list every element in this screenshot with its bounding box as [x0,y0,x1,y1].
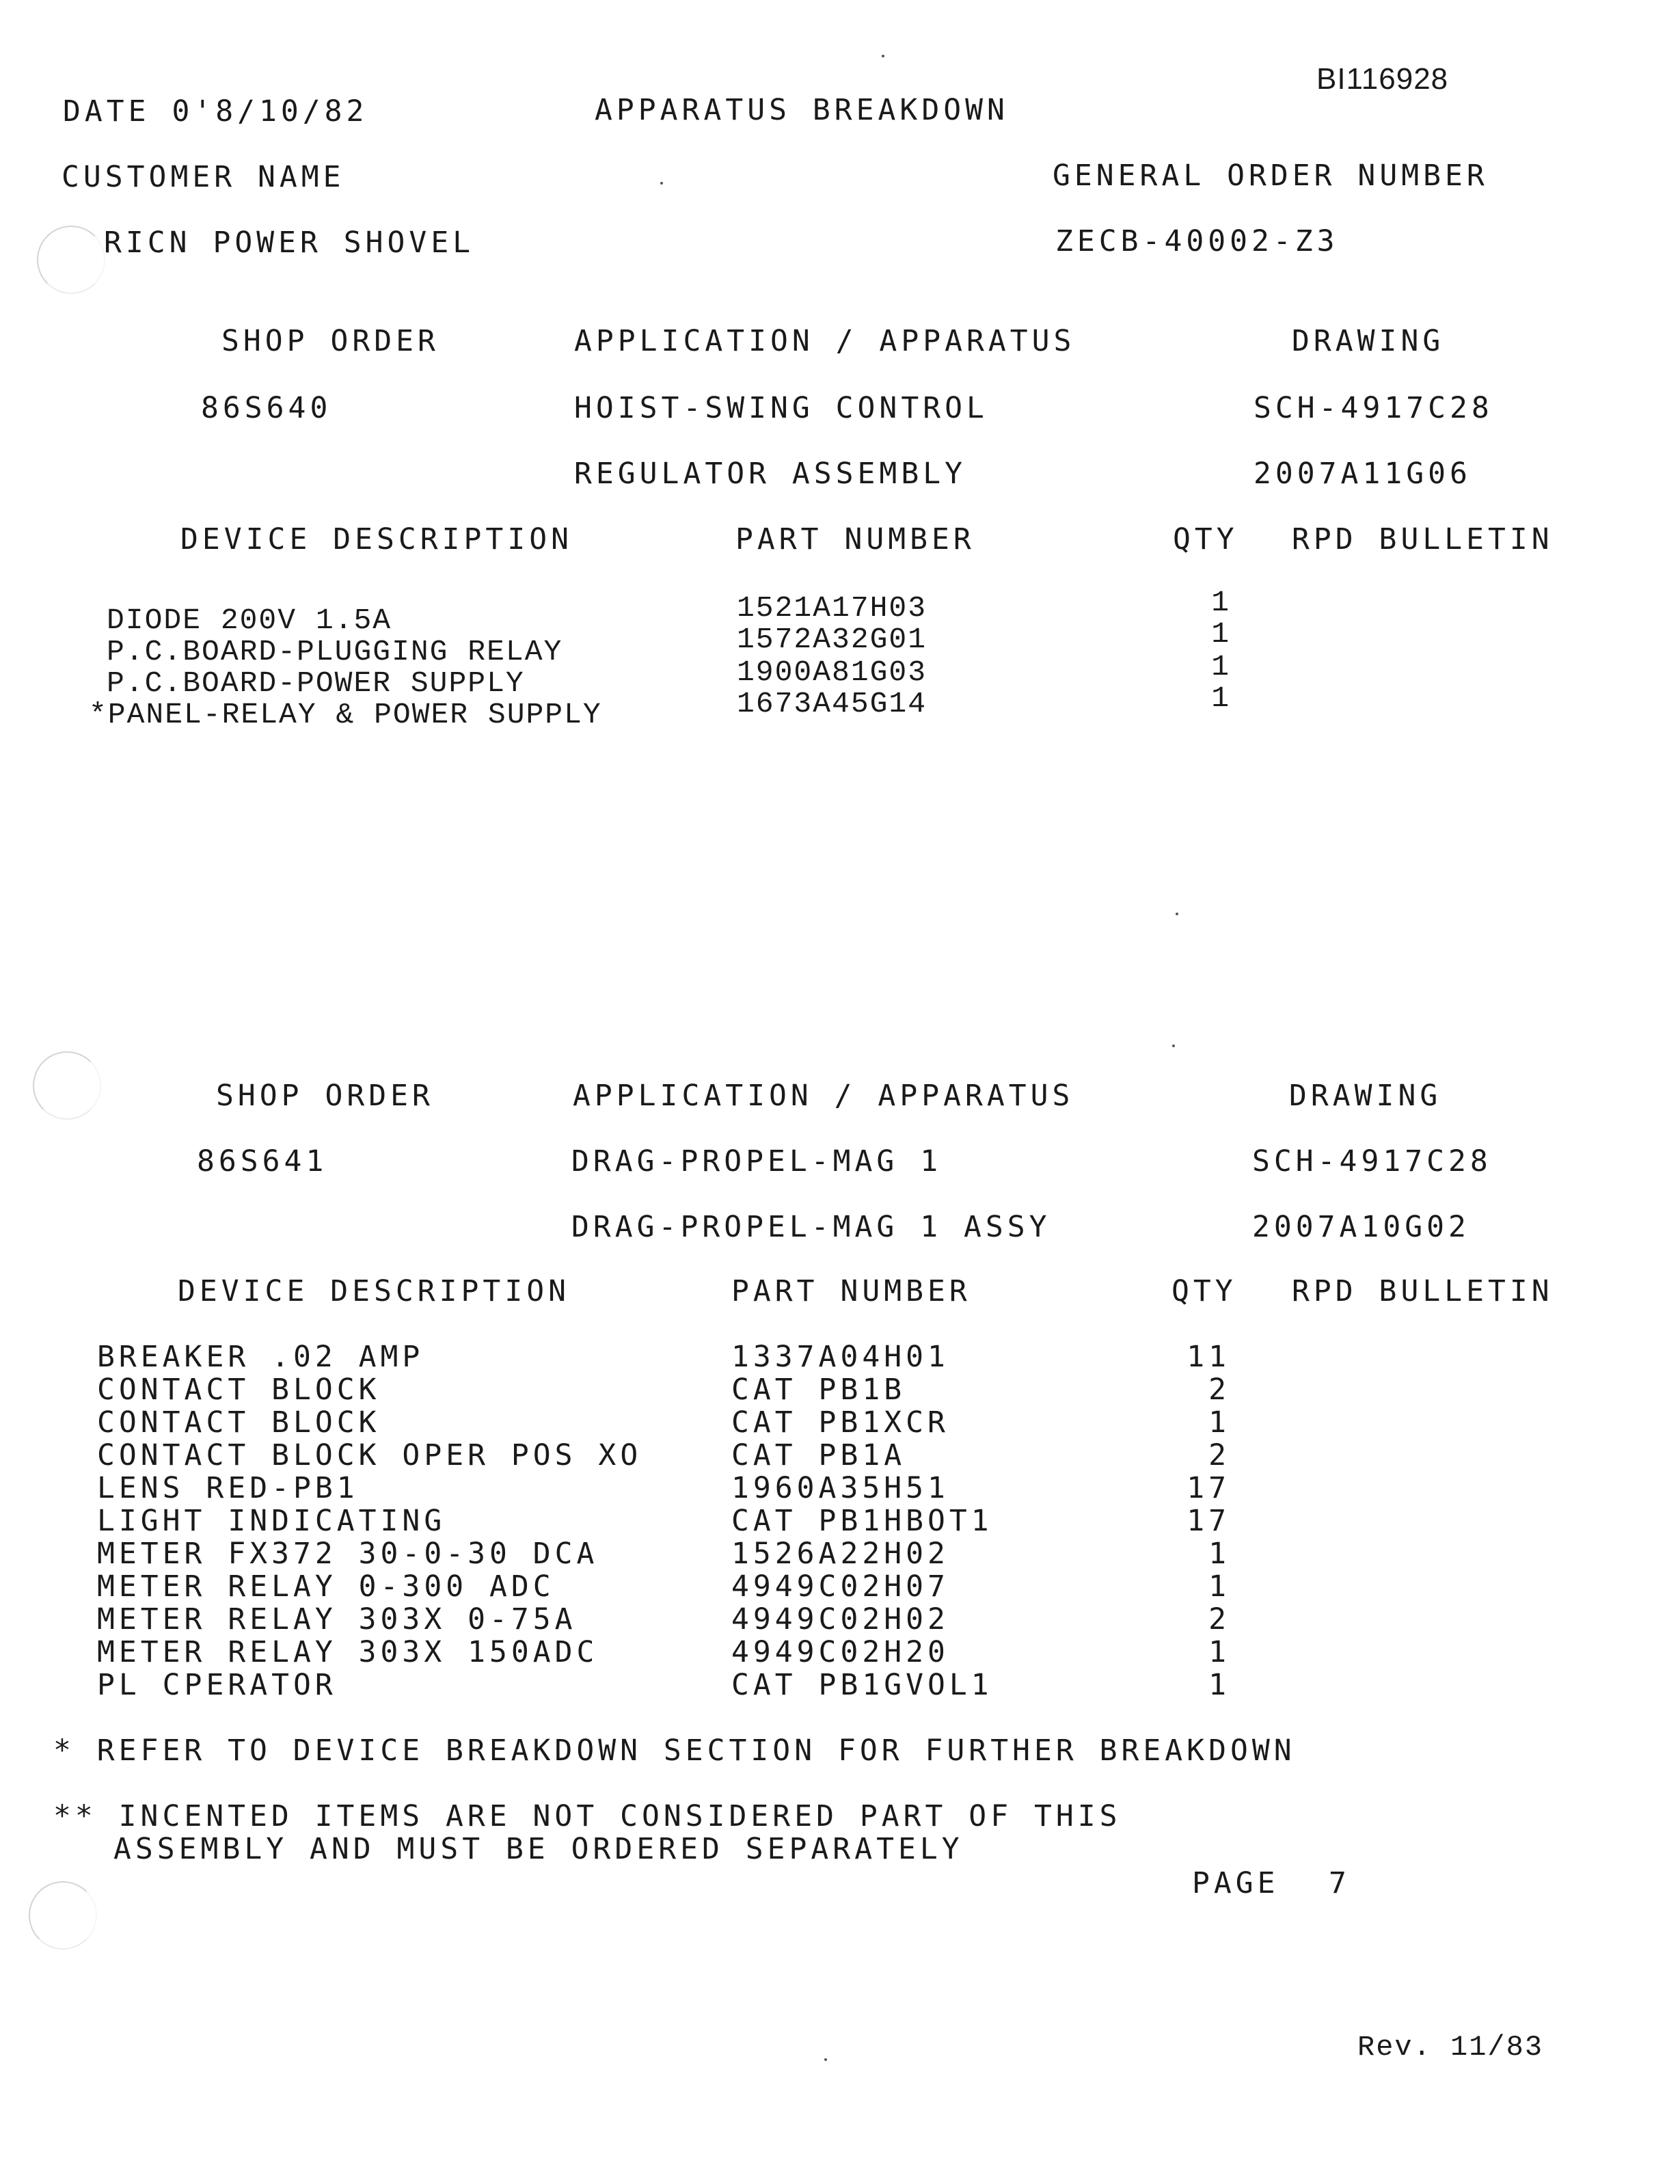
device-description: METER RELAY 303X 150ADC [97,1635,599,1669]
quantity: 1 [1208,1668,1230,1702]
part-number: 1521A17H03 [737,591,927,625]
shop-order-header: SHOP ORDER [216,1079,434,1113]
part-number: 1526A22H02 [731,1537,949,1571]
page-number: 7 [1329,1866,1351,1900]
shop-order-number: 86S640 [201,391,332,425]
device-description: P.C.BOARD-POWER SUPPLY [107,666,525,700]
device-description: CONTACT BLOCK OPER POS XO [97,1438,642,1472]
scan-speck [882,55,884,57]
part-number: CAT PB1XCR [731,1405,949,1440]
scan-speck [1176,913,1178,915]
device-description: METER RELAY 0-300 ADC [97,1569,555,1604]
application-name: HOIST-SWING CONTROL [574,391,988,425]
device-description: METER RELAY 303X 0-75A [97,1602,577,1636]
device-description: LENS RED-PB1 [97,1471,359,1505]
general-order-number: ZECB-40002-Z3 [1055,224,1339,258]
customer-name: RICN POWER SHOVEL [104,226,475,260]
quantity: 1 [1208,1537,1230,1571]
application-header: APPLICATION / APPARATUS [573,1079,1074,1113]
shop-order-number: 86S641 [197,1144,328,1178]
device-description: CONTACT BLOCK [97,1373,381,1407]
part-number: 1900A81G03 [737,656,927,689]
part-number: CAT PB1A [731,1438,906,1472]
drawing-header: DRAWING [1292,324,1445,358]
punch-hole-middle [33,1051,101,1120]
device-description: METER FX372 30-0-30 DCA [97,1537,599,1571]
rpd-bulletin-header: RPD BULLETIN [1292,1274,1554,1308]
quantity: 1 [1211,586,1230,619]
customer-name-label: CUSTOMER NAME [62,160,345,194]
part-number: 1572A32G01 [737,623,927,656]
footnote-refer: * REFER TO DEVICE BREAKDOWN SECTION FOR FURTHER BREAKDOWN [53,1734,1296,1768]
quantity: 11 [1187,1340,1230,1374]
drawing-header: DRAWING [1289,1079,1442,1113]
drawing-number: SCH-4917C28 [1254,391,1493,425]
punch-hole-bottom [29,1881,97,1950]
device-description: *PANEL-RELAY & POWER SUPPLY [89,698,602,731]
part-number: 1337A04H01 [731,1340,949,1374]
apparatus-drawing: 2007A11G06 [1254,457,1472,491]
quantity: 2 [1208,1373,1230,1407]
apparatus-name: DRAG-PROPEL-MAG 1 ASSY [571,1210,1051,1244]
quantity: 17 [1187,1471,1230,1505]
part-number: 1673A45G14 [737,687,927,720]
part-number: 4949C02H20 [731,1635,949,1669]
application-header: APPLICATION / APPARATUS [574,324,1076,358]
page-title: APPARATUS BREAKDOWN [595,93,1009,127]
quantity: 1 [1208,1569,1230,1604]
quantity: 17 [1187,1504,1230,1538]
device-description: LIGHT INDICATING [97,1504,446,1538]
footnote-indented-line1: ** INCENTED ITEMS ARE NOT CONSIDERED PART OF THIS [53,1799,1122,1833]
device-description: PL CPERATOR [97,1668,337,1702]
report-date: DATE 0'8/10/82 [63,94,368,129]
scan-speck [660,182,663,185]
part-number: CAT PB1HBOT1 [731,1504,993,1538]
shop-order-header: SHOP ORDER [221,324,439,358]
device-description-header: DEVICE DESCRIPTION [180,522,573,556]
quantity: 1 [1211,650,1230,684]
quantity: 1 [1211,617,1230,651]
part-number: CAT PB1GVOL1 [731,1668,993,1702]
page-label: PAGE [1192,1866,1279,1900]
part-number: 4949C02H02 [731,1602,949,1636]
drawing-number: SCH-4917C28 [1252,1144,1492,1178]
quantity: 2 [1208,1438,1230,1472]
quantity: 1 [1208,1635,1230,1669]
quantity: 2 [1208,1602,1230,1636]
device-description: CONTACT BLOCK [97,1405,381,1440]
quantity: 1 [1211,682,1230,715]
part-number: CAT PB1B [731,1373,906,1407]
device-description-header: DEVICE DESCRIPTION [178,1274,570,1308]
quantity: 1 [1208,1405,1230,1440]
footnote-indented-line2: ASSEMBLY AND MUST BE ORDERED SEPARATELY [113,1832,964,1866]
application-name: DRAG-PROPEL-MAG 1 [571,1144,943,1178]
device-description: BREAKER .02 AMP [97,1340,424,1374]
revision: Rev. 11/83 [1357,2031,1544,2064]
qty-header: QTY [1171,1274,1237,1308]
scan-speck [1172,1044,1175,1047]
part-number: 1960A35H51 [731,1471,949,1505]
part-number-header: PART NUMBER [731,1274,971,1308]
document-id: BI116928 [1316,62,1449,96]
device-description: P.C.BOARD-PLUGGING RELAY [107,635,563,669]
part-number-header: PART NUMBER [735,522,975,556]
rpd-bulletin-header: RPD BULLETIN [1292,522,1554,556]
scan-speck [824,2058,827,2061]
apparatus-drawing: 2007A10G02 [1252,1210,1470,1244]
qty-header: QTY [1173,522,1238,556]
apparatus-name: REGULATOR ASSEMBLY [574,457,966,491]
part-number: 4949C02H07 [731,1569,949,1604]
general-order-label: GENERAL ORDER NUMBER [1053,159,1489,193]
punch-hole-top [37,226,105,294]
device-description: DIODE 200V 1.5A [107,604,392,637]
